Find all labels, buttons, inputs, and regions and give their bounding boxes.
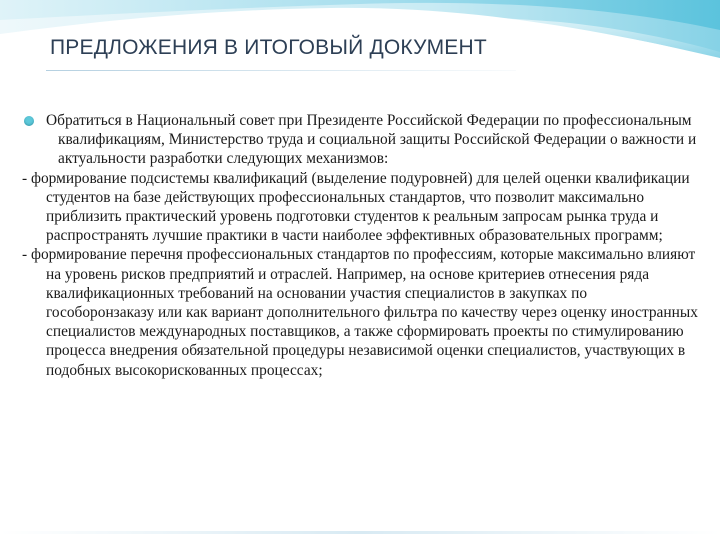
bottom-decoration xyxy=(0,531,720,534)
slide-title: ПРЕДЛОЖЕНИЯ В ИТОГОВЫЙ ДОКУМЕНТ xyxy=(50,36,487,59)
title-underline xyxy=(46,70,516,71)
dash-paragraph-1: - формирование подсистемы квалификаций (выделение подуровней) для целей оценки квалификации студентов на базе действующих профессиональных стандартов, что позволит максимально приблизить практический уровень подготовки студентов к реальным запросам рынка труда и распространять лучшие практики в части наиболее эффективных образовательных программ; xyxy=(22,169,690,245)
bullet-dot-icon xyxy=(24,116,34,126)
bullet-paragraph-text: Обратиться в Национальный совет при Президенте Российской Федерации по профессиональным квалификациям, Министерство труда и социальной защиты Российской Федерации о важности и актуальности разработки следующих механизмов: xyxy=(46,112,697,168)
dash-paragraph-2: - формирование перечня профессиональных стандартов по профессиям, которые максимально влияют на уровень рисков предприятий и отраслей. Например, на основе критериев отнесения ряда квалификационных требований на основании участия специалистов в закупках по гособоронзаказу или как вариант дополнительного фильтра по качеству через оценку иностранных специалистов международных поставщиков, а также сформировать проекты по стимулированию процесса внедрения обязательной процедуры независимой оценки специалистов, участвующих в подобных высокорискованных процессах; xyxy=(22,246,698,379)
bullet-paragraph xyxy=(22,111,698,169)
slide-body xyxy=(22,111,698,380)
